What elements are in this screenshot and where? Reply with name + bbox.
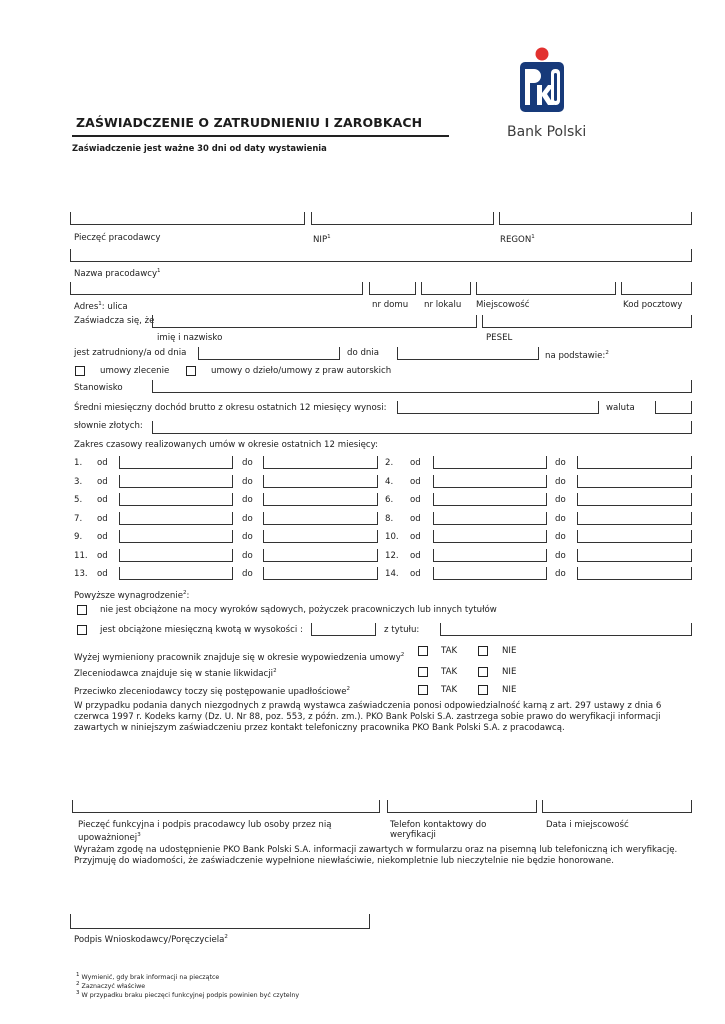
contract-to-field[interactable]	[577, 549, 692, 562]
date-place-label: Data i miejscowość	[546, 820, 629, 830]
city-field[interactable]	[476, 282, 616, 295]
contract-from-field[interactable]	[119, 475, 233, 488]
contract-to-field[interactable]	[263, 512, 378, 525]
house-no-label: nr domu	[372, 300, 409, 310]
notice-yes-checkbox[interactable]	[418, 646, 428, 656]
contract-from-field[interactable]	[433, 512, 547, 525]
contracts-heading: Zakres czasowy realizowanych umów w okresie ostatnich 12 miesięcy:	[74, 440, 378, 450]
certifies-label: Zaświadcza się, że	[74, 316, 155, 326]
no-label: NIE	[502, 646, 517, 656]
contract-from-label: od	[97, 476, 108, 487]
contract-to-label: do	[555, 569, 566, 579]
contract-from-field[interactable]	[119, 567, 233, 580]
salary-burdened-checkbox[interactable]	[77, 625, 87, 635]
contract-to-label: do	[555, 495, 566, 505]
employed-to-field[interactable]	[397, 347, 539, 360]
postal-code-field[interactable]	[621, 282, 692, 295]
postal-code-label: Kod pocztowy	[623, 300, 683, 310]
avg-income-field[interactable]	[397, 401, 599, 414]
no-label: NIE	[502, 685, 517, 695]
consent-text: Wyrażam zgodę na udostępnienie PKO Bank Polski S.A. informacji zawartych w formularzu oraz na pisemną lub telefoniczną ich weryfikację.	[74, 845, 678, 855]
contract-to-label: do	[242, 532, 253, 542]
validity-note: Zaświadczenie jest ważne 30 dni od daty wystawienia	[72, 143, 327, 153]
nip-label: NIP$^1$	[313, 234, 331, 245]
contract-number: 4.	[385, 476, 394, 487]
date-place-field[interactable]	[542, 800, 692, 813]
contract-to-label: do	[555, 550, 566, 561]
contract-to-label: do	[242, 476, 253, 487]
employer-stamp-field[interactable]	[70, 212, 305, 225]
contract-to-label: do	[242, 513, 253, 524]
question-notice-period: Wyżej wymieniony pracownik znajduje się w okresie wypowiedzenia umowy$^2$	[74, 652, 405, 663]
employer-signature-field[interactable]	[72, 800, 380, 813]
contract-number: 14.	[385, 569, 399, 579]
question-bankruptcy: Przeciwko zleceniodawcy toczy się postępowanie upadłościowe$^2$	[74, 686, 351, 697]
contract-from-label: od	[410, 458, 421, 468]
contract-number: 13.	[74, 569, 88, 579]
liquidation-yes-checkbox[interactable]	[418, 667, 428, 677]
burden-amount-field[interactable]	[311, 623, 376, 636]
contract-from-label: od	[97, 513, 108, 524]
flat-no-field[interactable]	[421, 282, 471, 295]
question-liquidation: Zleceniodawca znajduje się w stanie likwidacji$^2$	[74, 668, 277, 679]
contract-from-label: od	[97, 569, 108, 579]
position-field[interactable]	[152, 380, 692, 393]
contract-from-label: od	[410, 495, 421, 505]
contract-from-label: od	[97, 458, 108, 468]
applicant-signature-field[interactable]	[70, 914, 370, 929]
stamp-label: Pieczęć pracodawcy	[74, 233, 161, 243]
salary-not-burdened-checkbox[interactable]	[77, 605, 87, 615]
full-name-field[interactable]	[152, 315, 477, 328]
contract-number: 2.	[385, 458, 394, 468]
employed-from-label: jest zatrudniony/a od dnia	[74, 348, 187, 358]
employer-signature-label: Pieczęć funkcyjna i podpis pracodawcy lub osoby przez nią	[78, 820, 332, 830]
contract-to-label: do	[555, 458, 566, 468]
bankruptcy-no-checkbox[interactable]	[478, 685, 488, 695]
contract-number: 7.	[74, 513, 83, 524]
contract-from-field[interactable]	[433, 456, 547, 469]
mandate-contract-checkbox[interactable]	[75, 366, 85, 376]
currency-field[interactable]	[655, 401, 692, 414]
contract-from-field[interactable]	[433, 549, 547, 562]
bank-name: Bank Polski	[507, 124, 587, 140]
contract-to-field[interactable]	[577, 567, 692, 580]
contract-to-field[interactable]	[577, 530, 692, 543]
city-label: Miejscowość	[476, 300, 530, 310]
contract-from-field[interactable]	[119, 549, 233, 562]
mandate-contract-label: umowy zlecenie	[100, 366, 170, 376]
no-label: NIE	[502, 667, 517, 677]
contract-number: 1.	[74, 458, 83, 468]
contract-from-field[interactable]	[119, 512, 233, 525]
contract-to-field[interactable]	[577, 512, 692, 525]
contract-number: 6.	[385, 495, 394, 505]
verification-phone-field[interactable]	[387, 800, 537, 813]
burden-title-label: z tytułu:	[384, 625, 420, 635]
contract-to-label: do	[555, 532, 566, 542]
contract-to-field[interactable]	[577, 456, 692, 469]
phone-label-2: weryfikacji	[390, 830, 436, 840]
contract-from-label: od	[97, 550, 108, 561]
house-no-field[interactable]	[369, 282, 416, 295]
basis-label: na podstawie:$^2$	[545, 350, 609, 361]
contract-from-label: od	[410, 513, 421, 524]
contract-from-label: od	[410, 569, 421, 579]
legal-paragraph: W przypadku podania danych niezgodnych z prawdą wystawca zaświadczenia ponosi odpowiedzialność karną z art. 297 ustawy z dnia 6 czerwca 1997 r. Kodeks karny (Dz. U. Nr 88, poz. 553, z późn. zm.). PKO Bank Polski S.A. zastrzega sobie prawo do weryfikacji informacji zawartych w niniejszym zaświadczeniu przez kontakt telefoniczny pracownika PKO Bank Polski S.A. z pracodawcą.	[74, 701, 662, 733]
contract-to-field[interactable]	[263, 456, 378, 469]
avg-income-label: Średni miesięczny dochód brutto z okresu ostatnich 12 miesięcy wynosi:	[74, 403, 387, 413]
in-words-field[interactable]	[152, 421, 692, 434]
contract-number: 5.	[74, 495, 83, 505]
contract-to-label: do	[242, 550, 253, 561]
contract-from-field[interactable]	[119, 493, 233, 506]
contract-to-label: do	[555, 513, 566, 524]
work-contract-checkbox[interactable]	[186, 366, 196, 376]
contract-to-label: do	[242, 495, 253, 505]
yes-label: TAK	[441, 646, 458, 656]
work-contract-label: umowy o dzieło/umowy z praw autorskich	[211, 366, 392, 376]
in-words-label: słownie złotych:	[74, 421, 143, 431]
flat-no-label: nr lokalu	[424, 300, 462, 310]
salary-heading: Powyższe wynagrodzenie$^2$:	[74, 590, 190, 601]
burden-title-field[interactable]	[440, 623, 692, 636]
contract-number: 9.	[74, 532, 83, 542]
contract-number: 10.	[385, 532, 399, 542]
phone-label: Telefon kontaktowy do	[390, 820, 487, 830]
bankruptcy-yes-checkbox[interactable]	[418, 685, 428, 695]
footnote-1: $^1$ Wymienić, gdy brak informacji na pieczątce	[76, 972, 220, 982]
contract-from-label: od	[97, 532, 108, 542]
contract-from-label: od	[410, 532, 421, 542]
page-title: ZAŚWIADCZENIE O ZATRUDNIENIU I ZAROBKACH	[76, 115, 423, 130]
regon-field[interactable]	[499, 212, 692, 225]
contract-to-label: do	[242, 569, 253, 579]
contract-from-label: od	[410, 476, 421, 487]
contract-from-field[interactable]	[433, 475, 547, 488]
footnote-2: $^2$ Zaznaczyć właściwe	[76, 981, 146, 991]
yes-label: TAK	[441, 667, 458, 677]
position-label: Stanowisko	[74, 383, 123, 393]
salary-not-burdened-label: nie jest obciążone na mocy wyroków sądowych, pożyczek pracowniczych lub innych tytułów	[100, 605, 497, 615]
contract-to-field[interactable]	[263, 530, 378, 543]
nip-field[interactable]	[311, 212, 494, 225]
incomplete-notice: Przyjmuję do wiadomości, że zaświadczenie wypełnione niewłaściwie, niekompletnie lub nieczytelnie nie będzie honorowane.	[74, 856, 614, 866]
contract-to-field[interactable]	[577, 493, 692, 506]
contract-number: 3.	[74, 476, 83, 487]
employer-name-field[interactable]	[70, 249, 692, 262]
regon-label: REGON$^1$	[500, 234, 535, 245]
employed-to-label: do dnia	[347, 348, 379, 358]
title-underline	[72, 135, 449, 137]
contract-to-field[interactable]	[263, 475, 378, 488]
footnote-3: $^3$ W przypadku braku pieczęci funkcyjnej podpis powinien być czytelny	[76, 990, 300, 1000]
contract-number: 8.	[385, 513, 394, 524]
currency-label: waluta	[606, 403, 635, 413]
contract-from-label: od	[97, 495, 108, 505]
contract-from-label: od	[410, 550, 421, 561]
street-field[interactable]	[70, 282, 363, 295]
contract-from-field[interactable]	[119, 530, 233, 543]
pesel-field[interactable]	[482, 315, 692, 328]
employer-signature-label-2: upoważnionej$^3$	[78, 832, 141, 843]
contract-to-label: do	[555, 476, 566, 487]
address-label: Adres$^1$: ulica	[74, 301, 128, 312]
full-name-label: imię i nazwisko	[157, 333, 223, 343]
pesel-label: PESEL	[486, 333, 513, 343]
liquidation-no-checkbox[interactable]	[478, 667, 488, 677]
contract-from-field[interactable]	[119, 456, 233, 469]
yes-label: TAK	[441, 685, 458, 695]
employer-name-label: Nazwa pracodawcy$^1$	[74, 268, 161, 279]
contract-from-field[interactable]	[433, 530, 547, 543]
pko-logo	[515, 45, 565, 117]
contract-to-field[interactable]	[263, 549, 378, 562]
applicant-signature-label: Podpis Wnioskodawcy/Poręczyciela$^2$	[74, 934, 228, 945]
salary-burdened-label: jest obciążone miesięczną kwotą w wysokości :	[100, 625, 303, 635]
contract-number: 11.	[74, 550, 88, 561]
contract-from-field[interactable]	[433, 567, 547, 580]
contract-to-field[interactable]	[577, 475, 692, 488]
contract-number: 12.	[385, 550, 399, 561]
contract-to-field[interactable]	[263, 493, 378, 506]
contract-to-label: do	[242, 458, 253, 468]
employed-from-field[interactable]	[198, 347, 340, 360]
contract-from-field[interactable]	[433, 493, 547, 506]
contract-to-field[interactable]	[263, 567, 378, 580]
notice-no-checkbox[interactable]	[478, 646, 488, 656]
